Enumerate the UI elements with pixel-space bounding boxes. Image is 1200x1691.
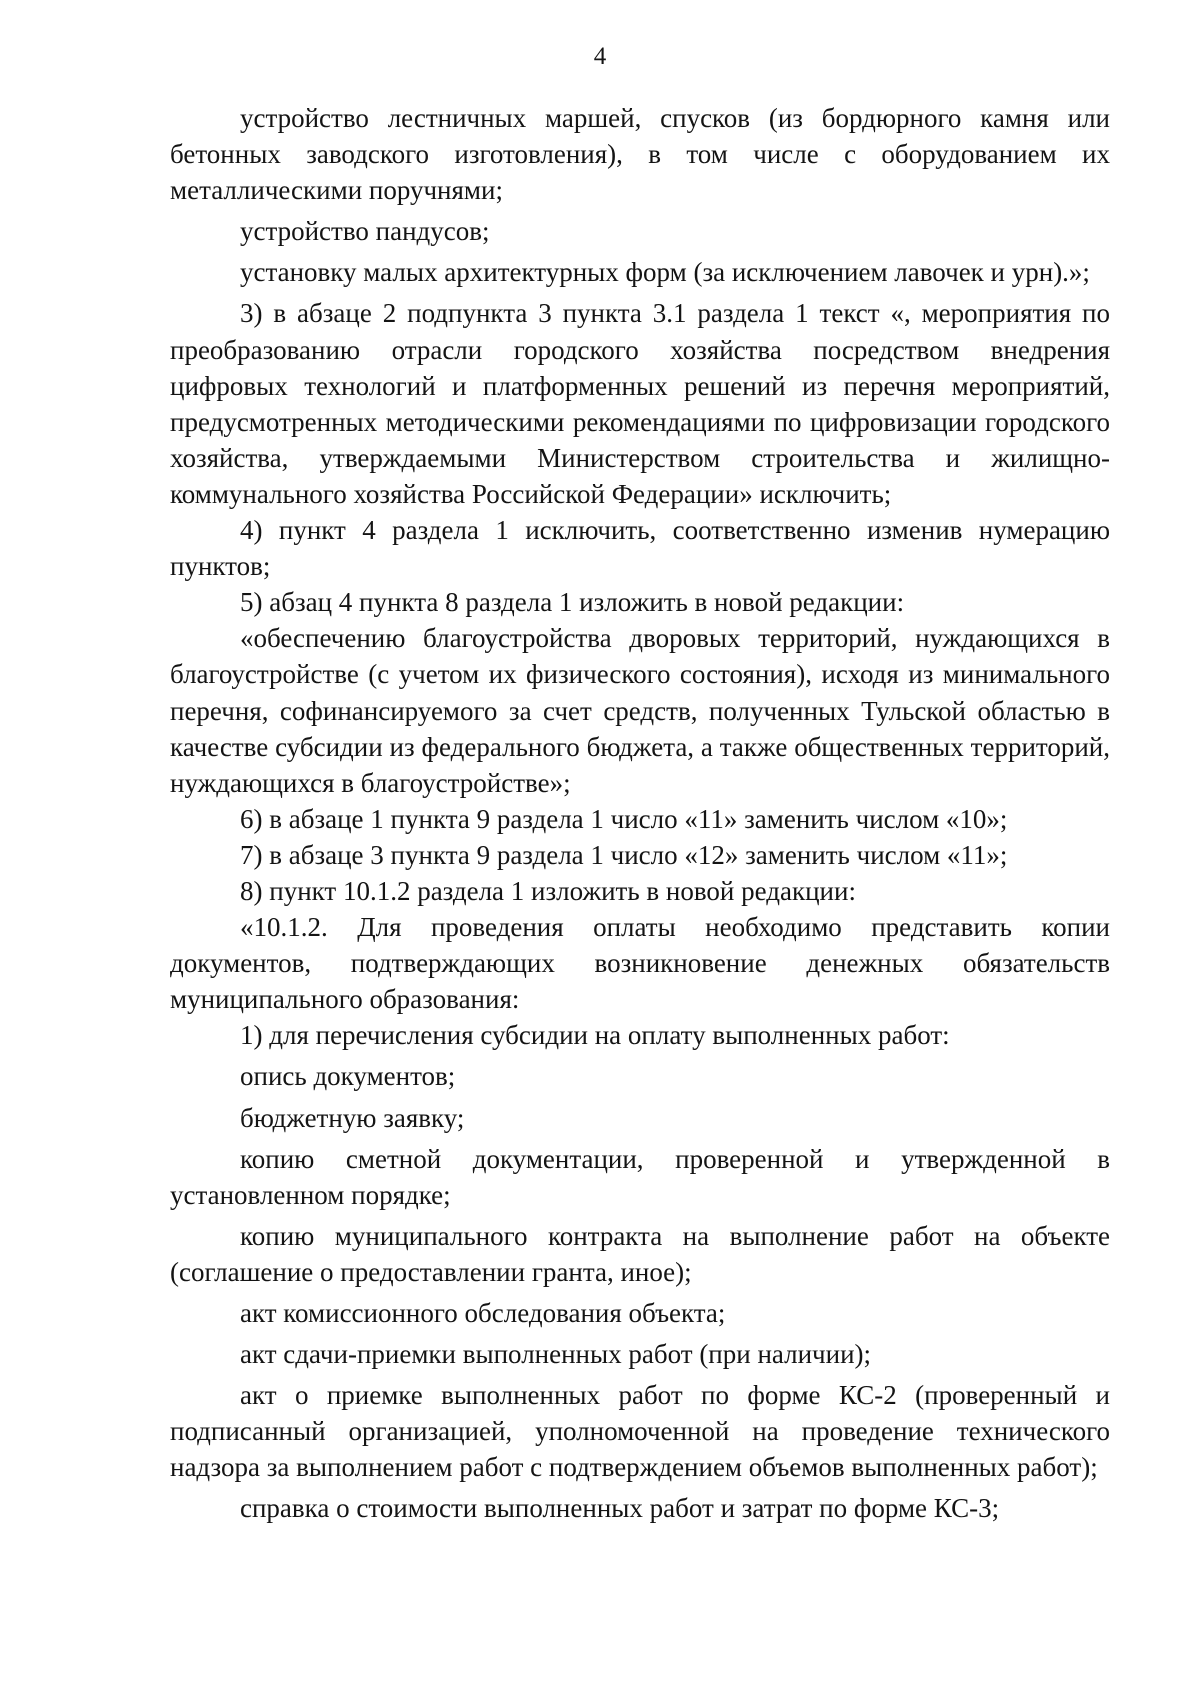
paragraph-6: 5) абзац 4 пункта 8 раздела 1 изложить в новой редакции: [240,587,905,618]
paragraph-19: акт о приемке выполненных работ по форме КС-2 (проверенный и подписанный организацией, уполномоченной на проведение технического надзора за выполнением работ с подтверждением объемов выполненных работ); [170,1380,1110,1483]
paragraph-13: опись документов; [240,1061,456,1092]
paragraph-12: 1) для перечисления субсидии на оплату выполненных работ: [240,1020,950,1051]
paragraph-1: устройство лестничных маршей, спусков (из бордюрного камня или бетонных заводского изготовления), в том числе с оборудованием их металлическими поручнями; [170,103,1110,206]
paragraph-4: 3) в абзаце 2 подпункта 3 пункта 3.1 раздела 1 текст «, мероприятия по преобразованию отрасли городского хозяйства посредством внедрения цифровых технологий и платформенных решений из перечня мероприятий, предусмотренных методическими рекомендациями по цифровизации городского хозяйства, утверждаемыми Министерством строительства и жилищно-коммунального хозяйства Российской Федерации» исключить; [170,298,1110,509]
paragraph-10: 8) пункт 10.1.2 раздела 1 изложить в новой редакции: [240,875,856,906]
document-body [170,100,1110,1527]
paragraph-11: «10.1.2. Для проведения оплаты необходимо представить копии документов, подтверждающих возникновение денежных обязательств муниципального образования: [170,912,1110,1015]
paragraph-18: акт сдачи-приемки выполненных работ (при наличии); [240,1339,872,1370]
paragraph-15: копию сметной документации, проверенной и утвержденной в установленном порядке; [170,1143,1110,1210]
paragraph-14: бюджетную заявку; [240,1102,465,1133]
paragraph-9: 7) в абзаце 3 пункта 9 раздела 1 число «12» заменить числом «11»; [240,839,1008,870]
paragraph-20: справка о стоимости выполненных работ и затрат по форме КС-3; [240,1493,1000,1524]
paragraph-7: «обеспечению благоустройства дворовых территорий, нуждающихся в благоустройстве (с учетом их физического состояния), исходя из минимального перечня, софинансируемого за счет средств, полученных Тульской областью в качестве субсидии из федерального бюджета, а также общественных территорий, нуждающихся в благоустройстве»; [170,623,1110,798]
page-number: 4 [593,43,607,70]
paragraph-2: устройство пандусов; [240,216,490,247]
paragraph-16: копию муниципального контракта на выполнение работ на объекте (соглашение о предоставлении гранта, иное); [170,1220,1110,1287]
paragraph-5: 4) пункт 4 раздела 1 исключить, соответственно изменив нумерацию пунктов; [170,515,1110,582]
paragraph-3: установку малых архитектурных форм (за исключением лавочек и урн).»; [240,257,1090,288]
paragraph-8: 6) в абзаце 1 пункта 9 раздела 1 число «11» заменить числом «10»; [240,803,1008,834]
paragraph-17: акт комиссионного обследования объекта; [240,1298,726,1328]
